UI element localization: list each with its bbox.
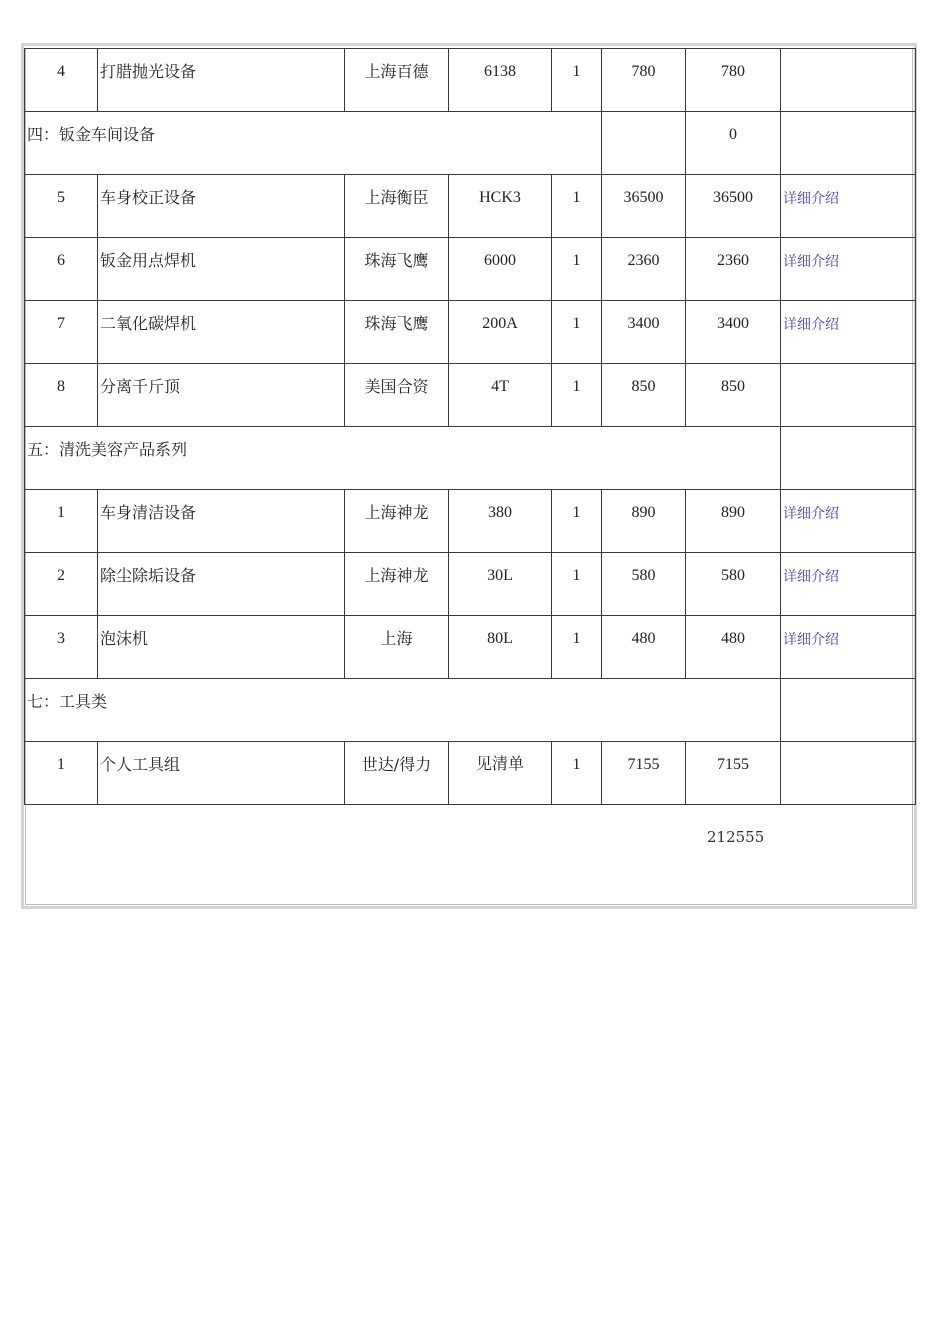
item-link-cell [781, 553, 916, 616]
item-brand-cell: 上海神龙 [345, 490, 449, 553]
item-qty-cell: 1 [552, 301, 602, 364]
item-model-cell: 80L [449, 616, 552, 679]
item-number-cell: 2 [25, 553, 98, 616]
item-qty-cell: 1 [552, 238, 602, 301]
section-empty-cell [781, 679, 916, 742]
section-row [25, 112, 916, 175]
section-empty-cell [602, 112, 686, 175]
item-amount-cell: 480 [686, 616, 781, 679]
item-brand-cell: 珠海飞鹰 [345, 238, 449, 301]
table-row [25, 553, 916, 616]
item-name-cell: 钣金用点焊机 [98, 238, 345, 301]
item-model-cell: 6138 [449, 49, 552, 112]
item-brand-cell: 世达/得力 [345, 742, 449, 805]
item-price-cell: 780 [602, 49, 686, 112]
table-row [25, 490, 916, 553]
item-link-cell [781, 490, 916, 553]
item-amount-cell: 2360 [686, 238, 781, 301]
item-price-cell: 480 [602, 616, 686, 679]
item-model-cell: 30L [449, 553, 552, 616]
item-amount-cell: 7155 [686, 742, 781, 805]
item-name-cell: 分离千斤顶 [98, 364, 345, 427]
detail-link[interactable]: 详细介绍 [783, 506, 839, 522]
item-brand-cell: 上海百德 [345, 49, 449, 112]
item-qty-cell: 1 [552, 490, 602, 553]
item-name-cell: 个人工具组 [98, 742, 345, 805]
item-name-cell: 车身校正设备 [98, 175, 345, 238]
item-link-cell [781, 238, 916, 301]
item-amount-cell: 3400 [686, 301, 781, 364]
section-title-cell: 四：钣金车间设备 [25, 112, 602, 175]
item-link-cell [781, 301, 916, 364]
item-price-cell: 36500 [602, 175, 686, 238]
section-title-cell: 五：清洗美容产品系列 [25, 427, 781, 490]
item-model-cell: HCK3 [449, 175, 552, 238]
item-number-cell: 7 [25, 301, 98, 364]
item-qty-cell: 1 [552, 553, 602, 616]
item-model-cell: 见清单 [449, 742, 552, 805]
table-row [25, 616, 916, 679]
table-row [25, 364, 916, 427]
item-qty-cell: 1 [552, 364, 602, 427]
table-row [25, 49, 916, 112]
table-row [25, 742, 916, 805]
item-brand-cell: 上海衡臣 [345, 175, 449, 238]
item-link-cell [781, 742, 916, 805]
grand-total: 212555 [707, 828, 765, 846]
item-qty-cell: 1 [552, 49, 602, 112]
item-qty-cell: 1 [552, 175, 602, 238]
section-row [25, 427, 916, 490]
item-name-cell: 二氧化碳焊机 [98, 301, 345, 364]
item-price-cell: 580 [602, 553, 686, 616]
section-amount-cell: 0 [686, 112, 781, 175]
table-row [25, 301, 916, 364]
section-empty-cell [781, 427, 916, 490]
detail-link[interactable]: 详细介绍 [783, 569, 839, 585]
item-model-cell: 6000 [449, 238, 552, 301]
equipment-table [24, 48, 916, 805]
item-price-cell: 3400 [602, 301, 686, 364]
item-qty-cell: 1 [552, 742, 602, 805]
detail-link[interactable]: 详细介绍 [783, 191, 839, 207]
item-number-cell: 5 [25, 175, 98, 238]
section-empty-cell [781, 112, 916, 175]
item-price-cell: 2360 [602, 238, 686, 301]
item-model-cell: 200A [449, 301, 552, 364]
item-qty-cell: 1 [552, 616, 602, 679]
table-body [25, 49, 916, 805]
item-amount-cell: 890 [686, 490, 781, 553]
item-model-cell: 380 [449, 490, 552, 553]
item-price-cell: 7155 [602, 742, 686, 805]
item-number-cell: 4 [25, 49, 98, 112]
item-link-cell [781, 49, 916, 112]
item-brand-cell: 美国合资 [345, 364, 449, 427]
detail-link[interactable]: 详细介绍 [783, 632, 839, 648]
item-number-cell: 3 [25, 616, 98, 679]
item-brand-cell: 珠海飞鹰 [345, 301, 449, 364]
item-brand-cell: 上海神龙 [345, 553, 449, 616]
table-row [25, 175, 916, 238]
item-name-cell: 除尘除垢设备 [98, 553, 345, 616]
item-price-cell: 890 [602, 490, 686, 553]
item-number-cell: 6 [25, 238, 98, 301]
item-link-cell [781, 175, 916, 238]
item-name-cell: 打腊抛光设备 [98, 49, 345, 112]
item-price-cell: 850 [602, 364, 686, 427]
item-number-cell: 1 [25, 742, 98, 805]
item-amount-cell: 580 [686, 553, 781, 616]
section-row [25, 679, 916, 742]
item-number-cell: 8 [25, 364, 98, 427]
detail-link[interactable]: 详细介绍 [783, 317, 839, 333]
item-number-cell: 1 [25, 490, 98, 553]
table-row [25, 238, 916, 301]
item-name-cell: 车身清洁设备 [98, 490, 345, 553]
item-name-cell: 泡沫机 [98, 616, 345, 679]
item-model-cell: 4T [449, 364, 552, 427]
item-amount-cell: 850 [686, 364, 781, 427]
item-link-cell [781, 364, 916, 427]
section-title-cell: 七：工具类 [25, 679, 781, 742]
item-link-cell [781, 616, 916, 679]
detail-link[interactable]: 详细介绍 [783, 254, 839, 270]
item-amount-cell: 36500 [686, 175, 781, 238]
item-amount-cell: 780 [686, 49, 781, 112]
item-brand-cell: 上海 [345, 616, 449, 679]
